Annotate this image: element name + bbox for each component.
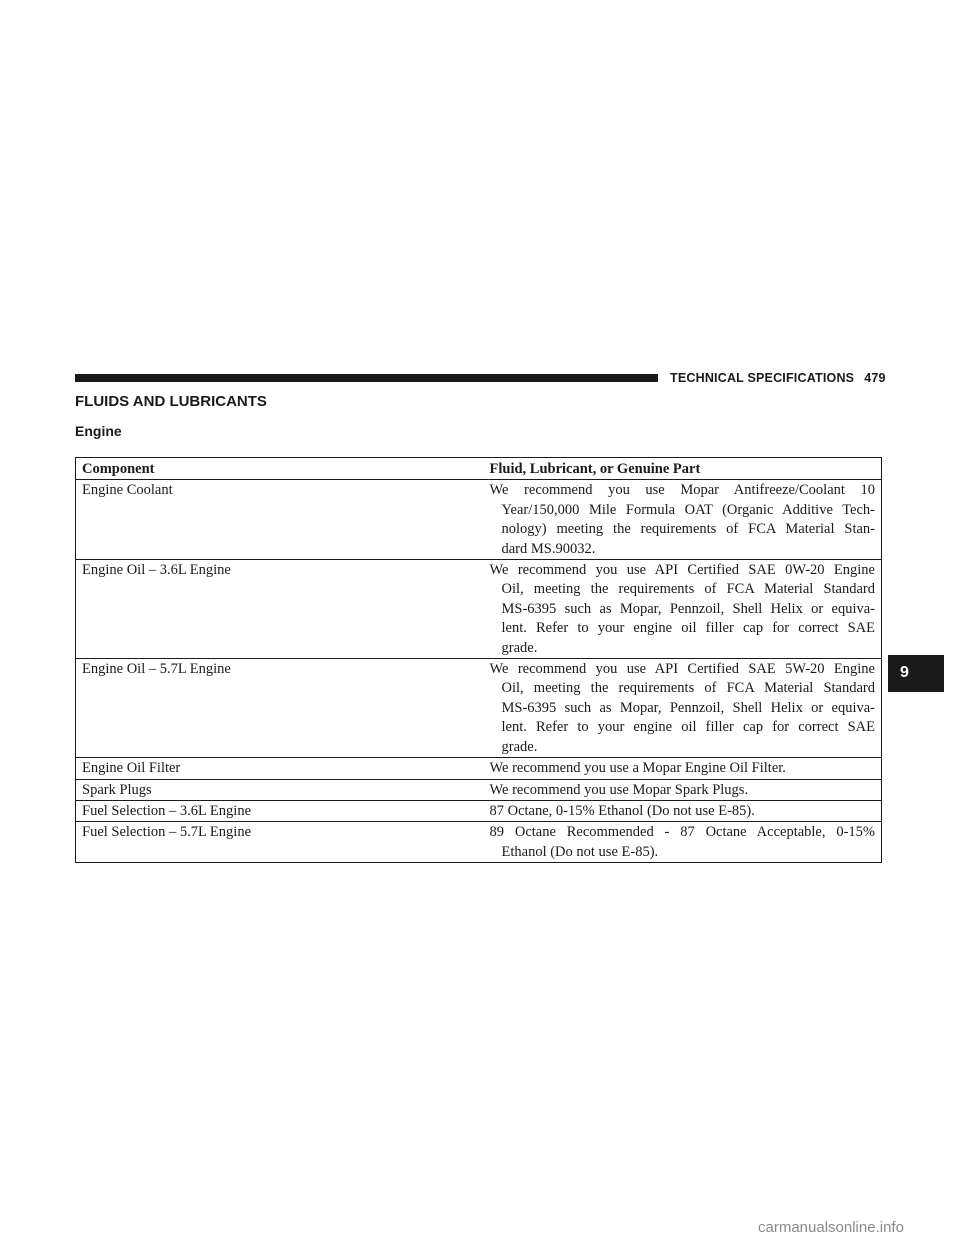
description-line: We recommend you use Mopar Spark Plugs. bbox=[489, 781, 749, 798]
table-header-row bbox=[76, 458, 882, 480]
description-line: Year/150,000 Mile Formula OAT (Organic Additive Tech- bbox=[501, 501, 875, 518]
description-line: MS-6395 such as Mopar, Pennzoil, Shell Helix or equiva- bbox=[501, 600, 875, 617]
description-line: Ethanol (Do not use E-85). bbox=[501, 843, 659, 860]
column-header-fluid: Fluid, Lubricant, or Genuine Part bbox=[484, 458, 882, 480]
table-row bbox=[76, 659, 882, 758]
component-cell: Engine Oil Filter bbox=[76, 758, 484, 779]
component-cell: Fuel Selection – 5.7L Engine bbox=[76, 822, 484, 863]
component-cell: Engine Oil – 5.7L Engine bbox=[76, 659, 484, 758]
table-row bbox=[76, 758, 882, 779]
component-cell: Spark Plugs bbox=[76, 779, 484, 800]
description-line: We recommend you use a Mopar Engine Oil Filter. bbox=[489, 760, 786, 777]
table-row bbox=[76, 480, 882, 560]
fluid-description-cell bbox=[484, 659, 882, 758]
fluids-table bbox=[75, 457, 882, 863]
section-title: FLUIDS AND LUBRICANTS bbox=[75, 393, 267, 410]
description-line: Oil, meeting the requirements of FCA Material Standard bbox=[501, 680, 875, 697]
description-line: dard MS.90032. bbox=[501, 540, 596, 557]
description-line: MS-6395 such as Mopar, Pennzoil, Shell Helix or equiva- bbox=[501, 699, 875, 716]
fluid-description-cell bbox=[484, 800, 882, 821]
table-body bbox=[76, 480, 882, 863]
fluid-description-cell bbox=[484, 779, 882, 800]
fluid-description-cell bbox=[484, 560, 882, 659]
header-rule bbox=[75, 374, 658, 382]
description-line: We recommend you use API Certified SAE 0W-20 Engine bbox=[489, 562, 875, 579]
description-line: lent. Refer to your engine oil filler cap for correct SAE bbox=[501, 620, 875, 637]
fluid-description-cell bbox=[484, 822, 882, 863]
running-header bbox=[670, 371, 886, 385]
chapter-tab bbox=[888, 655, 944, 692]
description-line: grade. bbox=[501, 738, 538, 755]
description-line: Oil, meeting the requirements of FCA Material Standard bbox=[501, 581, 875, 598]
subsection-title: Engine bbox=[75, 423, 122, 439]
description-line: 89 Octane Recommended - 87 Octane Acceptable, 0-15% bbox=[489, 824, 875, 841]
table-row bbox=[76, 779, 882, 800]
column-header-component: Component bbox=[76, 458, 484, 480]
table-row bbox=[76, 560, 882, 659]
fluid-description-cell bbox=[484, 758, 882, 779]
description-line: We recommend you use API Certified SAE 5W-20 Engine bbox=[489, 661, 875, 678]
table-row bbox=[76, 800, 882, 821]
description-line: nology) meeting the requirements of FCA Material Stan- bbox=[501, 521, 875, 538]
header-section-name: TECHNICAL SPECIFICATIONS bbox=[670, 371, 855, 385]
table-row bbox=[76, 822, 882, 863]
page-number: 479 bbox=[864, 371, 886, 385]
component-cell: Engine Coolant bbox=[76, 480, 484, 560]
component-cell: Engine Oil – 3.6L Engine bbox=[76, 560, 484, 659]
description-line: lent. Refer to your engine oil filler cap for correct SAE bbox=[501, 719, 875, 736]
component-cell: Fuel Selection – 3.6L Engine bbox=[76, 800, 484, 821]
chapter-tab-number: 9 bbox=[900, 664, 909, 681]
description-line: We recommend you use Mopar Antifreeze/Coolant 10 bbox=[489, 482, 875, 499]
watermark-text: carmanualsonline.info bbox=[758, 1219, 904, 1236]
description-line: 87 Octane, 0-15% Ethanol (Do not use E-85). bbox=[489, 802, 755, 819]
description-line: grade. bbox=[501, 639, 538, 656]
fluid-description-cell bbox=[484, 480, 882, 560]
